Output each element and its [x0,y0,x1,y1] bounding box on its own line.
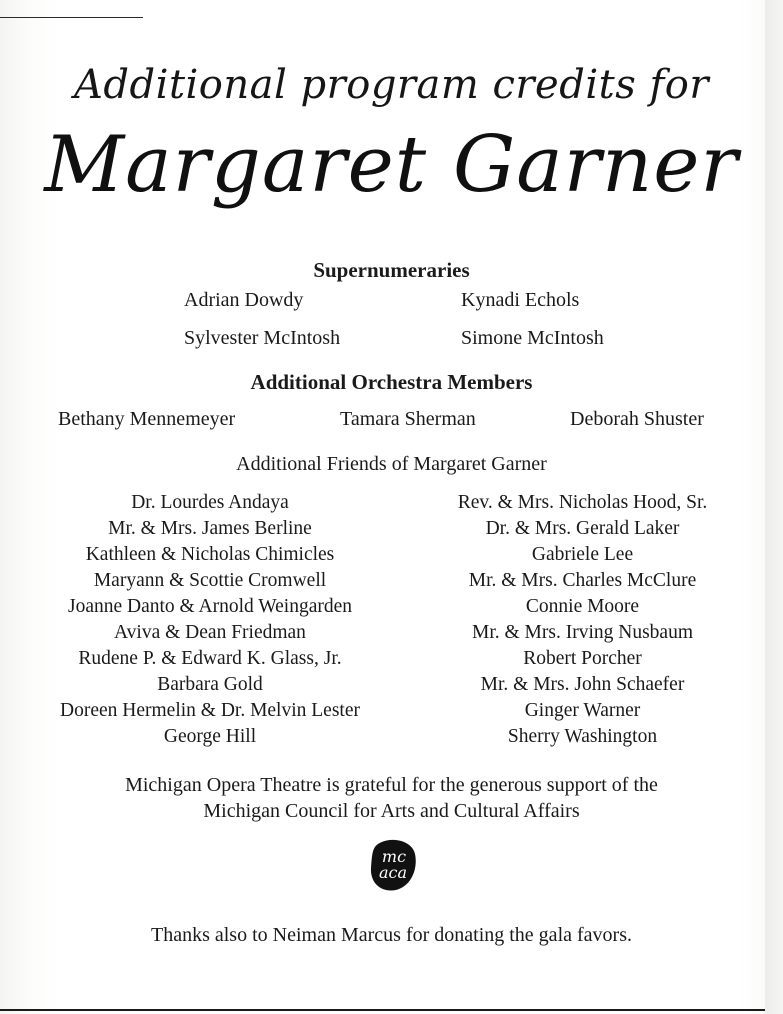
friend-name: Joanne Danto & Arnold Weingarden [67,596,352,617]
orchestra-member: Tamara Sherman [340,408,476,430]
orchestra-heading: Additional Orchestra Members [250,370,533,394]
friend-name: Mr. & Mrs. Irving Nusbaum [472,622,693,643]
friend-name: George Hill [163,726,257,747]
friend-name: Maryann & Scottie Cromwell [93,570,327,591]
friend-name: Aviva & Dean Friedman [114,622,306,643]
support-line-2: Michigan Council for Arts and Cultural Affairs [203,800,580,822]
thanks-line: Thanks also to Neiman Marcus for donating the gala favors. [151,924,632,946]
supernumerary-name: Sylvester McIntosh [184,327,341,349]
logo-text-top: mc [381,847,407,866]
friend-name: Rudene P. & Edward K. Glass, Jr. [78,648,342,669]
friend-name: Mr. & Mrs. John Schaefer [480,674,685,695]
corner-rule [0,17,143,18]
friend-name: Ginger Warner [524,700,641,721]
friend-name: Barbara Gold [157,674,263,695]
friend-name: Kathleen & Nicholas Chimicles [85,544,335,565]
supernumerary-name: Simone McIntosh [461,327,604,349]
orchestra-member: Deborah Shuster [570,408,704,430]
orchestra-member: Bethany Mennemeyer [58,408,236,430]
friend-name: Sherry Washington [507,726,658,747]
friend-name: Mr. & Mrs. James Berline [108,518,312,539]
friend-name: Robert Porcher [523,648,642,669]
friends-left-column [10,490,410,750]
friend-name: Dr. Lourdes Andaya [131,492,289,513]
friend-name: Doreen Hermelin & Dr. Melvin Lester [60,700,360,721]
friend-name: Gabriele Lee [531,544,634,565]
mcaca-logo [368,838,418,892]
friends-right-column [410,490,755,750]
supernumeraries-heading: Supernumeraries [313,258,470,282]
friend-name: Mr. & Mrs. Charles McClure [468,570,697,591]
opera-title: Margaret Garner [44,120,739,210]
support-line-1: Michigan Opera Theatre is grateful for the generous support of the [125,774,658,796]
friend-name: Connie Moore [525,596,640,617]
supernumerary-name: Kynadi Echols [461,289,580,311]
friend-name: Rev. & Mrs. Nicholas Hood, Sr. [457,492,708,513]
supernumerary-name: Adrian Dowdy [184,289,304,311]
bottom-rule [0,1009,765,1011]
script-subtitle: Additional program credits for [74,62,709,108]
logo-text-bottom: aca [378,863,408,882]
friends-heading: Additional Friends of Margaret Garner [236,453,547,475]
friend-name: Dr. & Mrs. Gerald Laker [485,518,680,539]
